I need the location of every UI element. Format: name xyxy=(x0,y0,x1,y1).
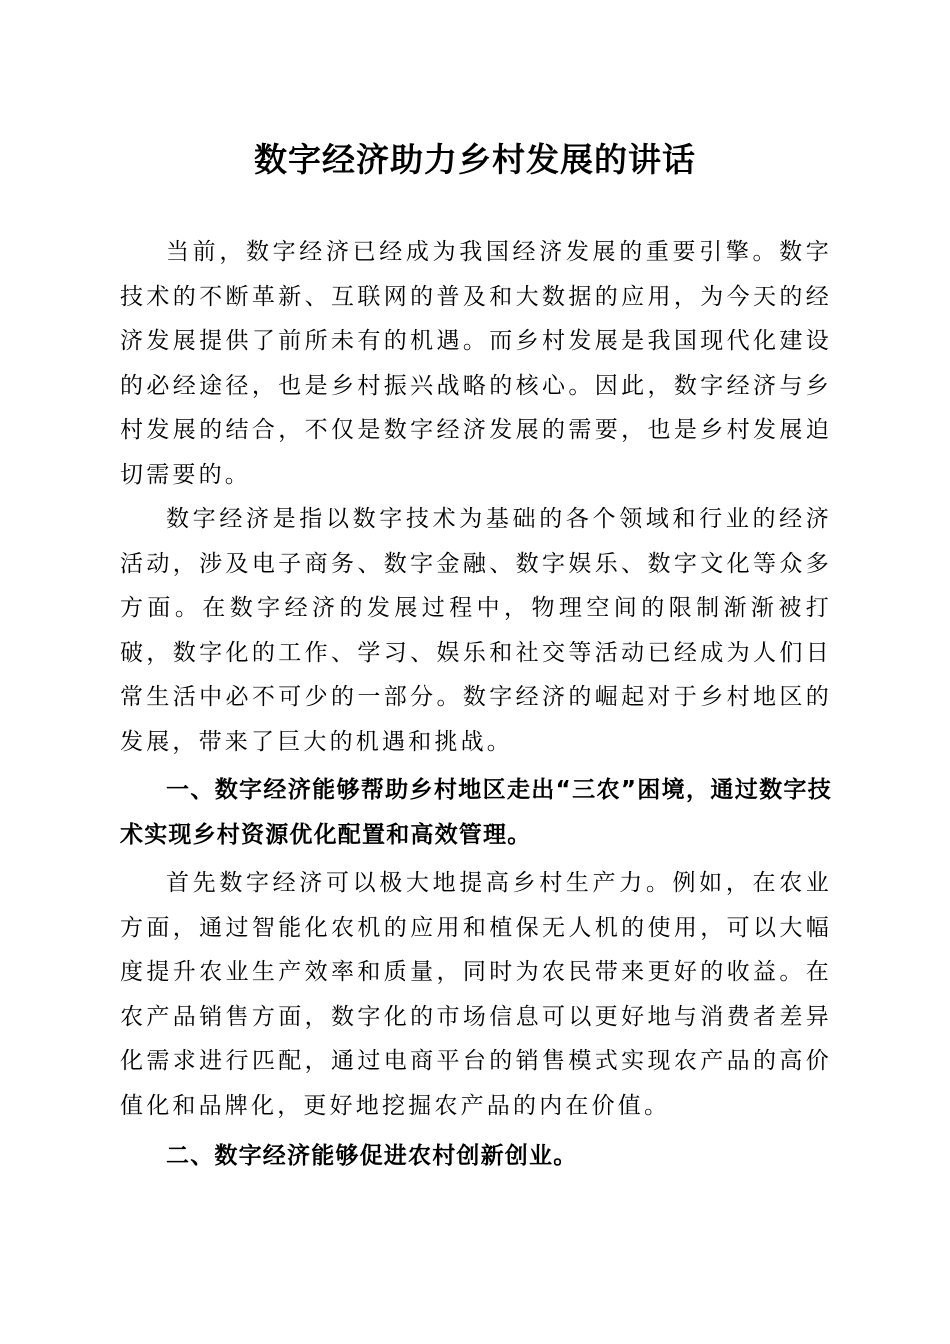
paragraph-definition: 数字经济是指以数字技术为基础的各个领域和行业的经济活动，涉及电子商务、数字金融、数字娱乐、数字文化等众多方面。在数字经济的发展过程中，物理空间的限制渐渐被打破，数字化的工作、学习、娱乐和社交等活动已经成为人们日常生活中必不可少的一部分。数字经济的崛起对于乡村地区的发展，带来了巨大的机遇和挑战。 xyxy=(120,506,832,755)
section-heading-1: 一、数字经济能够帮助乡村地区走出“三农”困境，通过数字技术实现乡村资源优化配置和高效管理。 xyxy=(120,777,832,848)
document-title: 数字经济助力乡村发展的讲话 xyxy=(254,140,696,179)
section-heading-2: 二、数字经济能够促进农村创新创业。 xyxy=(166,1143,578,1169)
document-body xyxy=(120,230,832,1183)
paragraph-productivity: 首先数字经济可以极大地提高乡村生产力。例如，在农业方面，通过智能化农机的应用和植保无人机的使用，可以大幅度提升农业生产效率和质量，同时为农民带来更好的收益。在农产品销售方面，数字化的市场信息可以更好地与消费者差异化需求进行匹配，通过电商平台的销售模式实现农产品的高价值化和品牌化，更好地挖掘农产品的内在价值。 xyxy=(120,870,832,1119)
paragraph-intro: 当前，数字经济已经成为我国经济发展的重要引擎。数字技术的不断革新、互联网的普及和大数据的应用，为今天的经济发展提供了前所未有的机遇。而乡村发展是我国现代化建设的必经途径，也是乡村振兴战略的核心。因此，数字经济与乡村发展的结合，不仅是数字经济发展的需要，也是乡村发展迫切需要的。 xyxy=(120,239,832,488)
